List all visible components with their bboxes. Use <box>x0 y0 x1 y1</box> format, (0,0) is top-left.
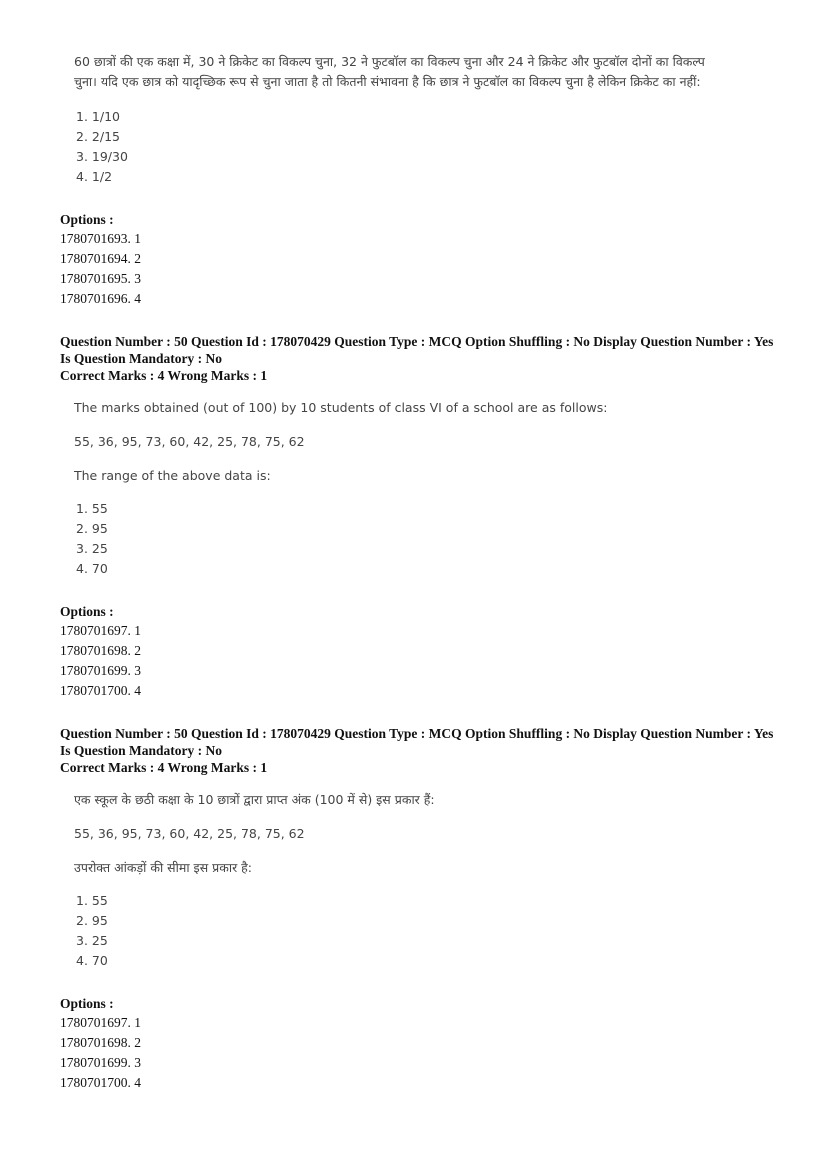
options-section-3 <box>60 995 780 1093</box>
options-label: Options : <box>60 996 114 1011</box>
question-data-line: 55, 36, 95, 73, 60, 42, 25, 78, 75, 62 <box>74 434 305 449</box>
question-meta-line: Question Number : 50 Question Id : 178070429 Question Type : MCQ Option Shuffling : No Display Question Number : Yes <box>60 334 774 349</box>
options-label: Options : <box>60 604 114 619</box>
question-image-3 <box>74 790 794 810</box>
question-image-1 <box>74 52 794 92</box>
question-image-2 <box>74 398 794 418</box>
question-ask-line: उपरोक्त आंकड़ों की सीमा इस प्रकार है: <box>74 860 253 875</box>
option-row: 1780701693. 1 <box>60 231 141 246</box>
question-ask-2 <box>74 466 794 486</box>
question-text-line: एक स्कूल के छठी कक्षा के 10 छात्रों द्वारा प्राप्त अंक (100 में से) इस प्रकार हैं: <box>74 792 435 807</box>
choice-item: 2. 95 <box>76 913 108 928</box>
marks-line: Correct Marks : 4 Wrong Marks : 1 <box>60 368 268 383</box>
choice-item: 2. 95 <box>76 521 108 536</box>
choice-item: 3. 25 <box>76 541 108 556</box>
option-row: 1780701694. 2 <box>60 251 141 266</box>
question-text-line: चुना। यदि एक छात्र को यादृच्छिक रूप से चुना जाता है तो कितनी संभावना है कि छात्र ने फुटबॉल का विकल्प चुना है लेकिन क्रिकेट का नहीं: <box>74 74 701 89</box>
choice-item: 1. 55 <box>76 501 108 516</box>
question-meta-2 <box>60 333 790 384</box>
question-data-line: 55, 36, 95, 73, 60, 42, 25, 78, 75, 62 <box>74 826 305 841</box>
options-section-1 <box>60 211 780 309</box>
choice-list-3 <box>76 891 796 971</box>
choice-item: 3. 25 <box>76 933 108 948</box>
marks-line: Correct Marks : 4 Wrong Marks : 1 <box>60 760 268 775</box>
option-row: 1780701697. 1 <box>60 1015 141 1030</box>
option-row: 1780701699. 3 <box>60 1055 141 1070</box>
question-text-line: 60 छात्रों की एक कक्षा में, 30 ने क्रिकेट का विकल्प चुना, 32 ने फुटबॉल का विकल्प चुना और 24 ने क्रिकेट और फुटबॉल दोनों का विकल्प <box>74 54 705 69</box>
choice-item: 3. 19/30 <box>76 149 128 164</box>
choice-item: 2. 2/15 <box>76 129 120 144</box>
question-data-2 <box>74 432 794 452</box>
question-ask-3 <box>74 858 794 878</box>
question-text-line: The marks obtained (out of 100) by 10 students of class VI of a school are as follows: <box>74 400 608 415</box>
option-row: 1780701699. 3 <box>60 663 141 678</box>
question-meta-line: Is Question Mandatory : No <box>60 743 223 758</box>
choice-list-1 <box>76 107 796 187</box>
choice-item: 4. 1/2 <box>76 169 113 184</box>
choice-item: 1. 1/10 <box>76 109 120 124</box>
option-row: 1780701697. 1 <box>60 623 141 638</box>
choice-list-2 <box>76 499 796 579</box>
question-meta-3 <box>60 725 790 776</box>
option-row: 1780701698. 2 <box>60 643 141 658</box>
option-row: 1780701700. 4 <box>60 1075 141 1090</box>
question-ask-line: The range of the above data is: <box>74 468 271 483</box>
question-meta-line: Question Number : 50 Question Id : 178070429 Question Type : MCQ Option Shuffling : No Display Question Number : Yes <box>60 726 774 741</box>
question-data-3 <box>74 824 794 844</box>
choice-item: 4. 70 <box>76 561 108 576</box>
option-row: 1780701698. 2 <box>60 1035 141 1050</box>
option-row: 1780701700. 4 <box>60 683 141 698</box>
option-row: 1780701695. 3 <box>60 271 141 286</box>
options-label: Options : <box>60 212 114 227</box>
choice-item: 4. 70 <box>76 953 108 968</box>
options-section-2 <box>60 603 780 701</box>
choice-item: 1. 55 <box>76 893 108 908</box>
option-row: 1780701696. 4 <box>60 291 141 306</box>
question-meta-line: Is Question Mandatory : No <box>60 351 223 366</box>
